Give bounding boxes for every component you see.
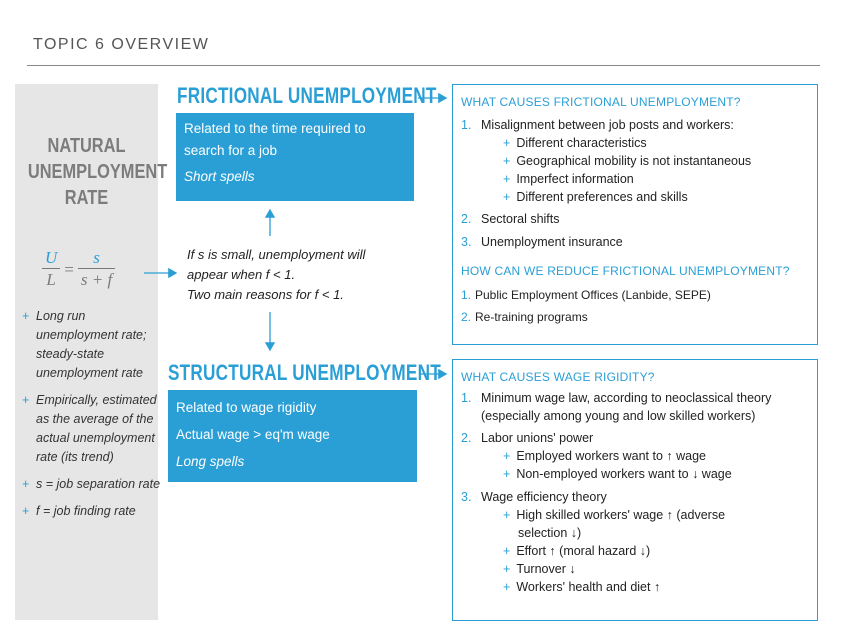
plus-icon: + <box>22 477 30 491</box>
list-item: + f = job finding rate <box>22 502 162 521</box>
cause-labor-unions: Labor unions' power <box>481 431 594 445</box>
list-item: + Turnover ↓ <box>503 562 576 576</box>
formula-rhs-numerator: s <box>78 248 115 269</box>
formula-lhs-denominator: L <box>46 270 56 289</box>
wage-rigidity-heading: WHAT CAUSES WAGE RIGIDITY? <box>461 370 655 384</box>
list-item: + Different characteristics <box>503 136 647 150</box>
frictional-title: FRICTIONAL UNEMPLOYMENT <box>177 83 437 108</box>
list-item: + High skilled workers' wage ↑ (adverse <box>503 508 726 522</box>
list-item: + Effort ↑ (moral hazard ↓) <box>503 544 651 558</box>
remedy-employment-offices: Public Employment Offices (Lanbide, SEPE) <box>475 288 711 302</box>
formula-lhs-numerator: U <box>42 248 60 269</box>
structural-box: Related to wage rigidity Actual wage > eq'm wage Long spells <box>168 390 417 482</box>
plus-icon: + <box>22 309 30 323</box>
list-item-continuation: selection ↓) <box>518 526 582 540</box>
list-item: + Geographical mobility is not instantaneous <box>503 154 752 168</box>
cause-misalignment: Misalignment between job posts and workers: <box>481 118 734 132</box>
formula-equals: = <box>64 259 74 279</box>
structural-title: STRUCTURAL UNEMPLOYMENT <box>168 360 441 385</box>
plus-icon: + <box>22 504 30 518</box>
frictional-causes-heading: WHAT CAUSES FRICTIONAL UNEMPLOYMENT? <box>461 95 741 109</box>
cause-minimum-wage: Minimum wage law, according to neoclassical theory <box>481 391 772 405</box>
plus-icon: + <box>22 393 30 407</box>
reduce-frictional-heading: HOW CAN WE REDUCE FRICTIONAL UNEMPLOYMENT? <box>461 264 790 278</box>
list-item: + Employed workers want to ↑ wage <box>503 449 706 463</box>
list-item: + Workers' health and diet ↑ <box>503 580 661 594</box>
cause-wage-efficiency: Wage efficiency theory <box>481 490 607 504</box>
middle-note: If s is small, unemployment will appear when f < 1. Two main reasons for f < 1. <box>187 247 366 302</box>
cause-unemployment-insurance: Unemployment insurance <box>481 235 623 249</box>
page-title: TOPIC 6 OVERVIEW <box>33 36 210 53</box>
list-item: + Long run unemployment rate; steady-state unemployment rate <box>22 309 147 380</box>
wage-rigidity-panel: WHAT CAUSES WAGE RIGIDITY? 1. Minimum wage law, according to neoclassical theory (especially among young and low skilled workers) 2. Labor unions' power + Employed workers want to ↑ wage + Non-employed workers want to ↓ wage 3. Wage efficiency theory + High skilled workers' wage ↑ (adverse selection ↓) + Effort ↑ (moral hazard ↓) + Turnover ↓ + Workers' health and diet ↑ <box>452 359 818 621</box>
list-item: + s = job separation rate <box>22 475 162 494</box>
list-item: + Imperfect information <box>503 172 634 186</box>
list-item: + Different preferences and skills <box>503 190 688 204</box>
list-item: + Non-employed workers want to ↓ wage <box>503 467 732 481</box>
formula-rhs-denominator: s + f <box>80 270 113 289</box>
cause-sectoral-shifts: Sectoral shifts <box>481 212 560 226</box>
remedy-retraining: Re-training programs <box>475 310 588 324</box>
frictional-causes-panel: WHAT CAUSES FRICTIONAL UNEMPLOYMENT? 1. Misalignment between job posts and workers: + Different characteristics + Geographical mobility is not instantaneous + Imperfect information + Different preferences and skills 2. Sectoral shifts 3. Unemployment insurance HOW CAN WE REDUCE FRICTIONAL UNEMPLOYMENT? 1. Public Employment Offices (Lanbide, SEPE) 2. Re-training programs <box>452 84 818 345</box>
natural-rate-title: NATURAL UNEMPLOYMENT RATE <box>27 135 168 209</box>
frictional-box: Related to the time required to search for a job Short spells <box>176 113 414 201</box>
list-item: + Empirically, estimated as the average of the actual unemployment rate (its trend) <box>22 393 157 464</box>
